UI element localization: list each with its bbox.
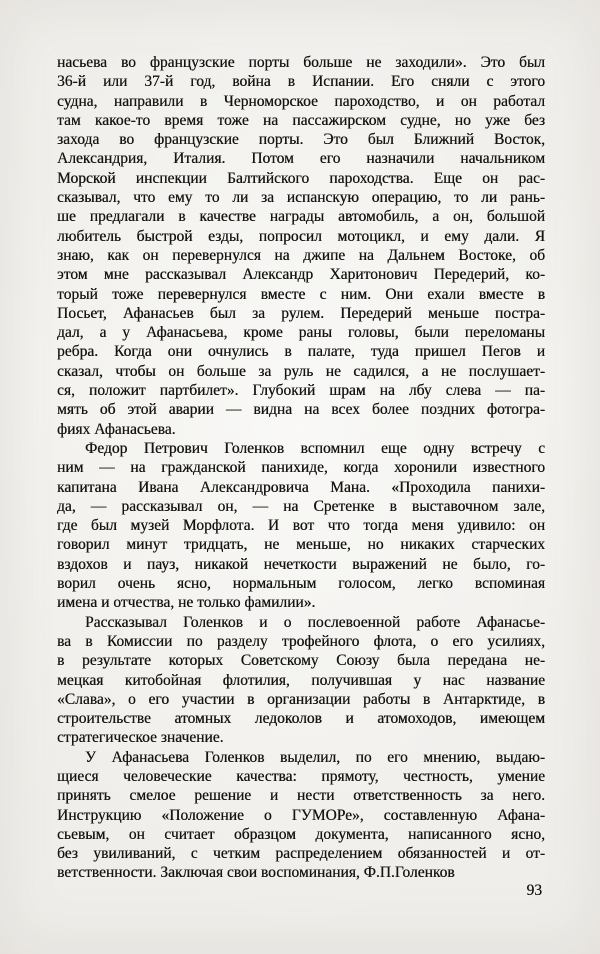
text-line: фиях Афанасьева. <box>57 420 176 438</box>
paragraph <box>57 748 545 883</box>
text-line: судна, направили в Черноморское пароходство, и он работал <box>57 92 545 110</box>
text-line: любитель быстрой езды, попросил мотоцикл, и ему дали. Я <box>57 227 545 245</box>
text-line: У Афанасьева Голенков выделил, по его мнению, выдаю- <box>85 748 545 766</box>
paragraph <box>57 53 545 439</box>
text-line: где был музей Морфлота. И вот что тогда меня удивило: он <box>57 517 545 535</box>
text-line: знаю, как он перевернулся на джипе на Дальнем Востоке, об <box>57 246 545 264</box>
text-line: захода во французские порты. Это был Ближний Восток, <box>57 131 545 149</box>
page-text <box>57 53 545 883</box>
page-number: 93 <box>526 882 542 899</box>
text-line: ним — на гражданской панихиде, когда хоронили известного <box>57 459 545 477</box>
text-line: Посьет, Афанасьев был за рулем. Передерий меньше постра- <box>57 304 545 322</box>
text-line: сказывал, что ему то ли за испанскую операцию, то ли рань- <box>57 189 545 207</box>
text-line: там какое-то время тоже на пассажирском судне, но уже без <box>57 111 545 129</box>
text-line: мецкая китобойная флотилия, получившая у нас название <box>57 671 545 689</box>
text-line: сказал, чтобы он больше за руль не садился, а не послушает- <box>57 362 545 380</box>
text-line: Инструкцию «Положение о ГУМОРе», составленную Афана- <box>57 806 545 824</box>
text-line: да, — рассказывал он, — на Сретенке в выставочном зале, <box>57 497 545 515</box>
text-line: без увиливаний, с четким распределением обязанностей и от- <box>57 845 545 863</box>
text-line: этом мне рассказывал Александр Харитонович Передерий, ко- <box>57 266 545 284</box>
text-line: в результате которых Советскому Союзу была передана не- <box>57 652 545 670</box>
text-line: стратегическое значение. <box>57 729 224 747</box>
paragraph <box>57 439 545 613</box>
text-line: вздохов и пауз, никакой нечеткости выражений не было, го- <box>57 555 545 573</box>
text-line: ся, положит партбилет». Глубокий шрам на лбу слева — па- <box>57 382 545 400</box>
text-line: мять об этой аварии — видна на всех более поздних фотогра- <box>57 401 545 419</box>
text-line: ветственности. Заключая свои воспоминания, Ф.П.Голенков <box>57 864 455 882</box>
text-line: принять смелое решение и нести ответственность за него. <box>57 787 545 805</box>
text-line: Александрия, Италия. Потом его назначили начальником <box>57 150 545 168</box>
text-line: Рассказывал Голенков и о послевоенной работе Афанасье- <box>85 613 545 631</box>
text-line: ва в Комиссии по разделу трофейного флота, о его усилиях, <box>57 632 545 650</box>
text-line: «Слава», о его участии в организации работы в Антарктиде, в <box>57 690 545 708</box>
text-line: дал, а у Афанасьева, кроме раны головы, были переломаны <box>57 324 545 342</box>
text-line: Федор Петрович Голенков вспомнил еще одну встречу с <box>85 439 545 457</box>
text-line: ребра. Когда они очнулись в палате, туда пришел Пегов и <box>57 343 545 361</box>
paragraph <box>57 613 545 748</box>
text-line: щиеся человеческие качества: прямоту, честность, умение <box>57 767 545 785</box>
text-line: говорил минут тридцать, не меньше, но никаких старческих <box>57 536 545 554</box>
text-line: ше предлагали в качестве награды автомобиль, а он, большой <box>57 208 545 226</box>
text-line: сьевым, он считает образцом документа, написанного ясно, <box>57 825 545 843</box>
text-line: 36-й или 37-й год, война в Испании. Его сняли с этого <box>57 73 545 91</box>
text-line: капитана Ивана Александровича Мана. «Проходила панихи- <box>57 478 545 496</box>
text-line: торый тоже перевернулся вместе с ним. Они ехали вместе в <box>57 285 545 303</box>
text-line: насьева во французские порты больше не заходили». Это был <box>57 54 545 71</box>
text-line: имена и отчества, не только фамилии». <box>57 594 316 612</box>
text-line: строительстве атомных ледоколов и атомоходов, имеющем <box>57 710 545 728</box>
text-line: Морской инспекции Балтийского пароходства. Еще он рас- <box>57 169 545 187</box>
text-line: ворил очень ясно, нормальным голосом, легко вспоминая <box>57 575 545 593</box>
